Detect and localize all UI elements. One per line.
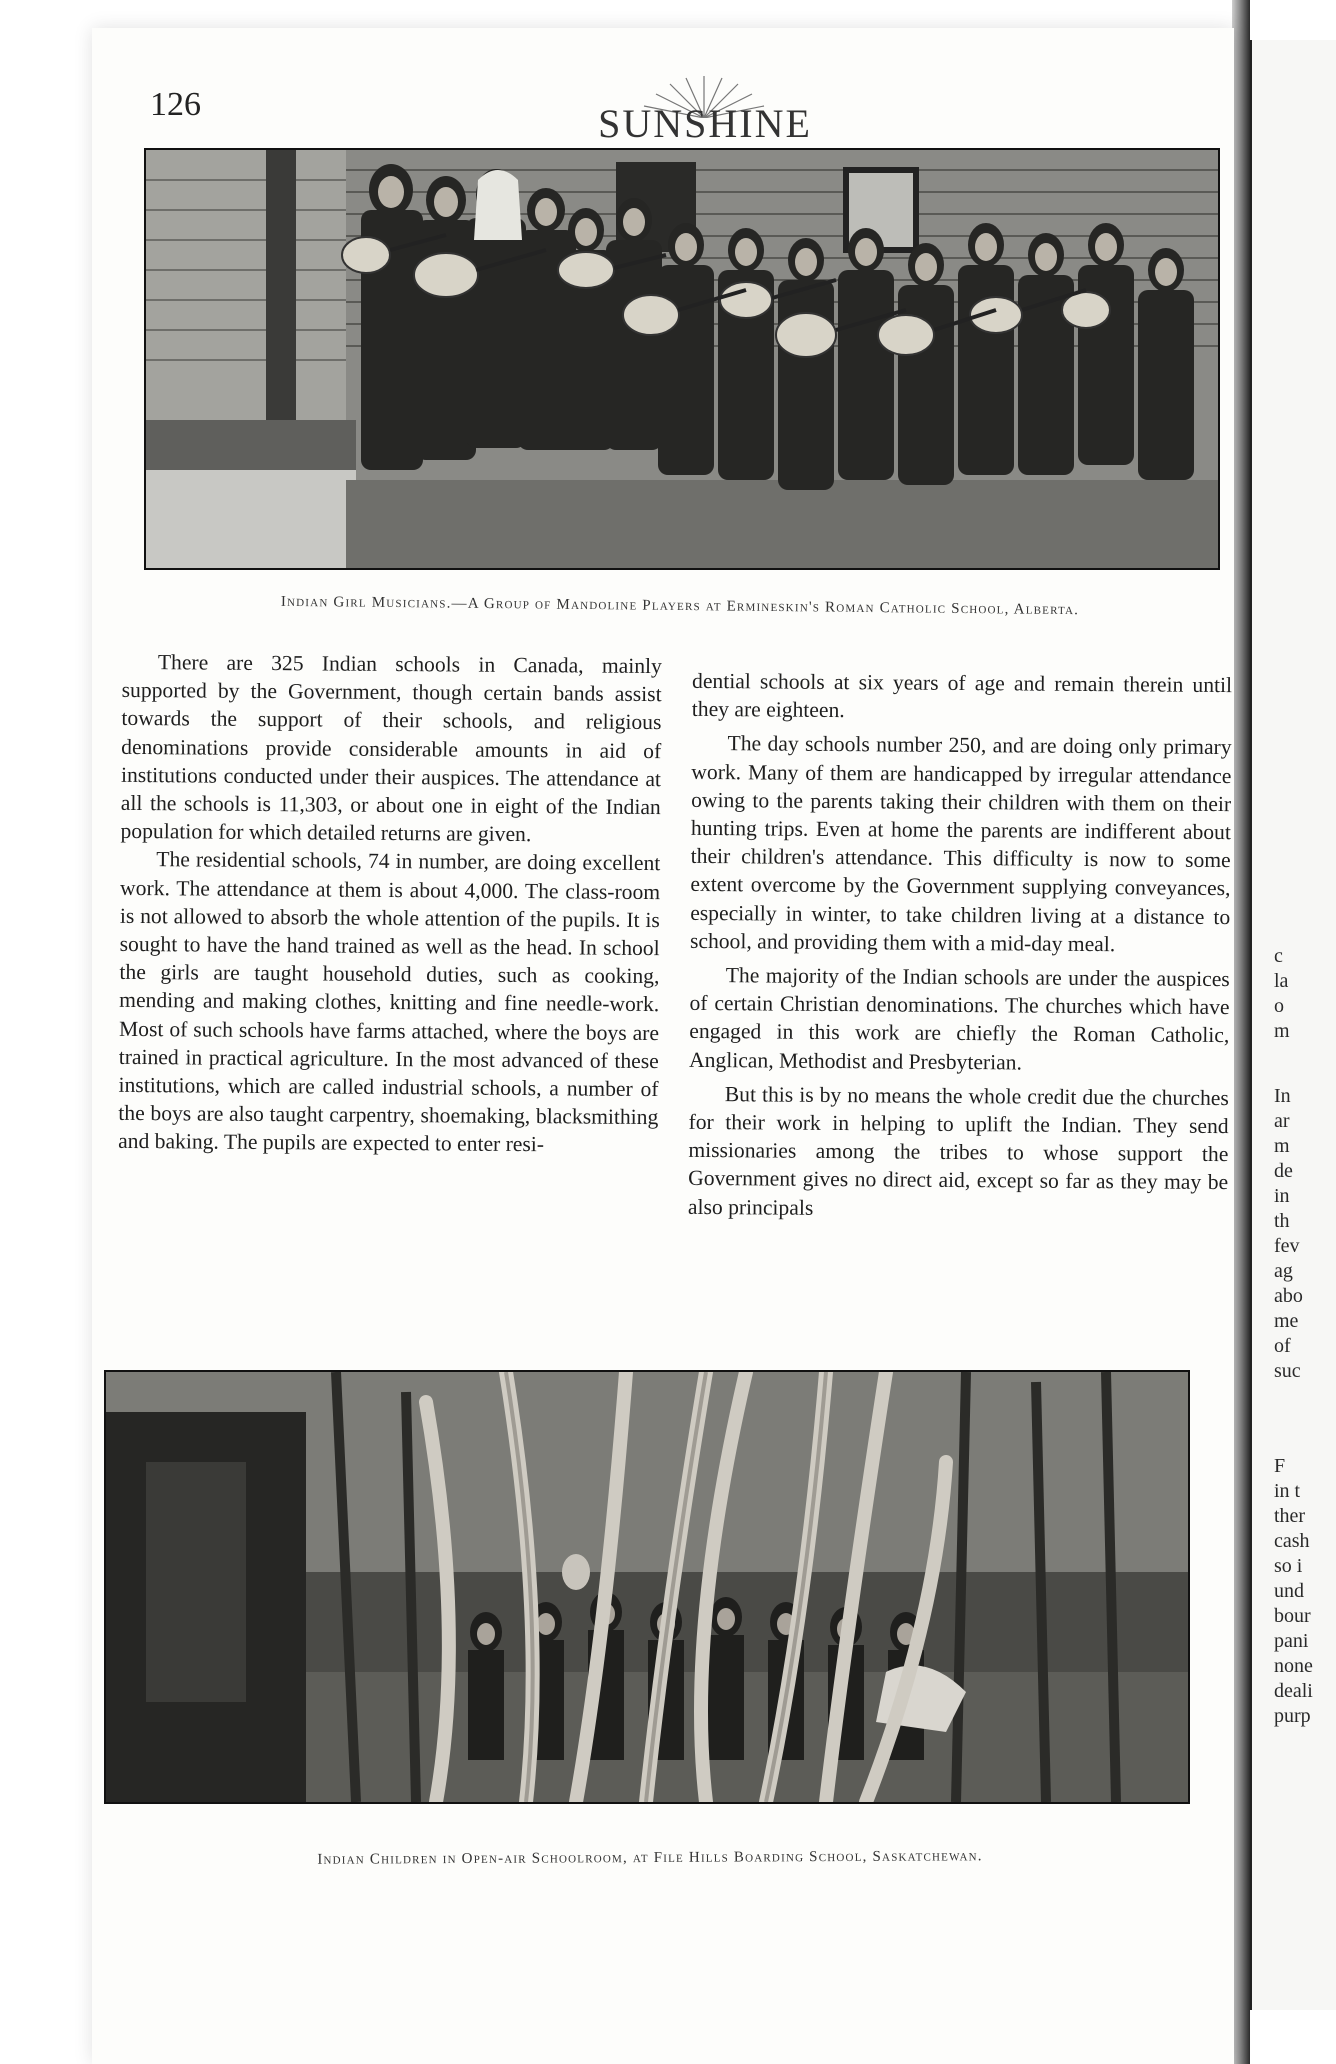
facing-page-text-fragment: ag [1274,1260,1293,1282]
book-spine-shadow [1232,0,1250,2064]
facing-page-text-fragment: cash [1274,1530,1310,1552]
facing-page-text-fragment: o [1274,995,1284,1017]
facing-page-text-fragment: of [1274,1335,1291,1357]
facing-page-text-fragment: in [1274,1185,1290,1207]
facing-page-text-fragment: so i [1274,1555,1303,1577]
photo-mandolin-players [144,148,1220,570]
facing-page-text-fragment: deali [1274,1680,1313,1702]
facing-page-text-fragment: c [1274,945,1283,967]
facing-page-text-fragment: ther [1274,1505,1306,1527]
facing-page-text-fragment: ar [1274,1110,1290,1132]
facing-page-text-fragment: F [1274,1455,1286,1477]
facing-page-text-fragment: none [1274,1655,1313,1677]
facing-page-text-fragment: suc [1274,1360,1301,1382]
paragraph: There are 325 Indian schools in Canada, mainly supported by the Government, though certain bands assist towards the support of their schools, and religious denominations provide considerable amounts in aid of institutions conducted under their auspices. The attendance at all the schools is 11,303, or about one in eight of the Indian population for which detailed returns are given. [120,650,662,847]
facing-page-text-fragment: th [1274,1210,1290,1232]
facing-page-text-fragment: pani [1274,1630,1309,1652]
facing-page-text-fragment: purp [1274,1705,1311,1727]
paragraph: The residential schools, 74 in number, are doing excellent work. The attendance at them is about 4,000. The class-room is not allowed to absorb the whole attention of the pupils. It is sought to have the hand trained as well as the head. In school the girls are taught household duties, such as cooking, mending and making clothes, knitting and fine needle-work. Most of such schools have farms attached, where the boys are trained in practical agriculture. In the most advanced of these institutions, which are called industrial schools, a number of the boys are also taught carpentry, shoemaking, blacksmithing and baking. The pupils are expected to enter resi- [118,847,661,1157]
facing-page-text-fragment: und [1274,1580,1304,1602]
article-column-left [118,648,662,1160]
paragraph: But this is by no means the whole credit due the churches for their work in helping to uplift the Indian. They send missionaries among the tribes to whose support the Government gives no direct aid, except so far as they may be also principals [687,1082,1229,1220]
photo-caption-open-air-schoolroom: Indian Children in Open-air Schoolroom, at File Hills Boarding School, Saskatchewan. [317,1848,983,1868]
facing-page-edge [1250,40,1336,2010]
facing-page-text-fragment: m [1274,1020,1290,1042]
facing-page-text-fragment: abo [1274,1285,1303,1307]
facing-page-text-fragment: m [1274,1135,1290,1157]
facing-page-text-fragment: me [1274,1310,1299,1332]
paragraph: dential schools at six years of age and remain therein until they are eighteen. [691,668,1233,723]
photo-caption-mandolin-players: Indian Girl Musicians.—A Group of Mandoline Players at Ermineskin's Roman Catholic School, Alberta. [280,593,1080,619]
article-column-right [688,667,1232,1225]
photo-open-air-schoolroom [104,1370,1190,1804]
facing-page-text-fragment: de [1274,1160,1293,1182]
facing-page-text-fragment: fev [1274,1235,1300,1257]
facing-page-text-fragment: in t [1274,1480,1301,1502]
facing-page-text-fragment: In [1274,1085,1291,1107]
paragraph: The day schools number 250, and are doing only primary work. Many of them are handicapped by irregular attendance owing to the parents taking their children with them on their hunting trips. Even at home the parents are indifferent about their children's attendance. This difficulty is now to some extent overcome by the Government supplying conveyances, especially in winter, to take children living at a distance to school, and providing them with a mid-day meal. [689,731,1232,957]
facing-page-text-fragment: la [1274,970,1289,992]
facing-page-text-fragment: bour [1274,1605,1311,1627]
paragraph: The majority of the Indian schools are under the auspices of certain Christian denominations. The churches which have engaged in this work are chiefly the Roman Catholic, Anglican, Methodist and Presbyterian. [689,963,1230,1075]
page-number: 126 [150,86,201,123]
masthead-title: SUNSHINE [598,101,812,146]
